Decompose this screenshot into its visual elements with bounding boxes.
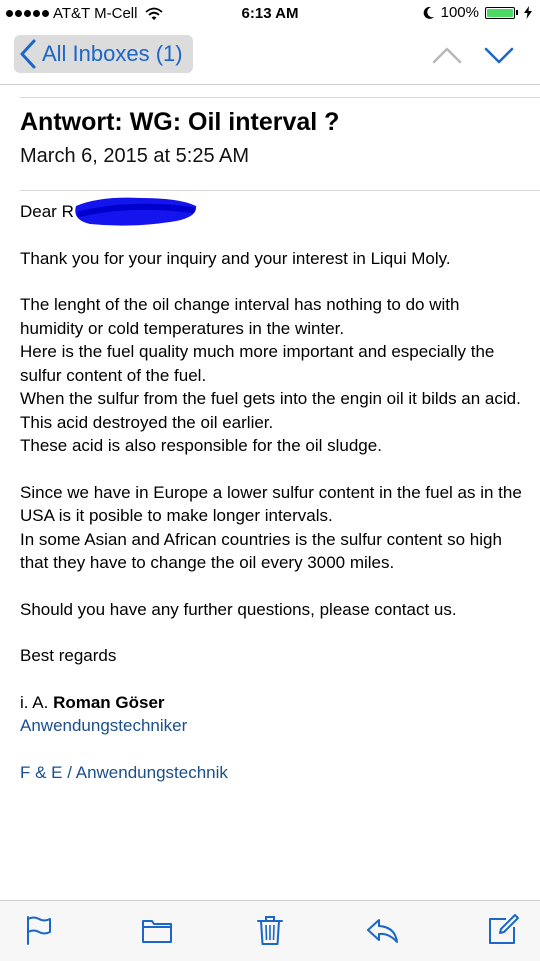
signature-line xyxy=(20,691,525,715)
moon-icon xyxy=(423,6,435,20)
signature-prefix: i. A. xyxy=(20,692,54,712)
compose-icon[interactable] xyxy=(486,913,520,947)
spacer xyxy=(20,738,525,761)
email-subject: Antwort: WG: Oil interval ? xyxy=(20,108,340,136)
email-body xyxy=(20,200,525,784)
email-date: March 6, 2015 at 5:25 AM xyxy=(20,145,250,167)
navigation-bar xyxy=(0,28,540,85)
paragraph-3-line-2: In some Asian and African countries is the sulfur content so high that they have to change the oil every 3000 miles. xyxy=(20,529,502,572)
signature-department: F & E / Anwendungstechnik xyxy=(20,762,228,782)
battery-tip xyxy=(516,10,518,15)
signature-title: Anwendungstechniker xyxy=(20,716,188,735)
previous-message-icon[interactable] xyxy=(430,40,464,70)
reply-icon[interactable] xyxy=(365,913,399,947)
paragraph-2-line-1: The lenght of the oil change interval has nothing to do with humidity or cold temperatures in the winter. xyxy=(20,295,460,338)
spacer xyxy=(20,270,525,293)
battery-level xyxy=(487,9,513,17)
paragraph-2-line-3: When the sulfur from the fuel gets into the engin oil it bilds an acid. xyxy=(20,389,521,408)
body-divider xyxy=(20,190,540,191)
flag-icon[interactable] xyxy=(22,913,56,947)
back-button-label: All Inboxes (1) xyxy=(42,41,183,66)
paragraph-2-line-2: Here is the fuel quality much more important and especially the sulfur content of the fuel. xyxy=(20,342,495,385)
status-right xyxy=(423,4,532,21)
carrier-label: AT&T M-Cell xyxy=(53,5,138,22)
spacer xyxy=(20,575,525,598)
closing: Best regards xyxy=(20,646,117,665)
battery-percent: 100% xyxy=(440,4,479,21)
folder-icon[interactable] xyxy=(140,913,174,947)
bottom-toolbar xyxy=(0,900,540,961)
signature-name: Roman Göser xyxy=(53,692,165,712)
status-bar xyxy=(0,0,540,28)
chevron-left-icon xyxy=(18,35,42,73)
header-divider xyxy=(20,97,540,98)
spacer xyxy=(20,458,525,481)
paragraph-4: Should you have any further questions, please contact us. xyxy=(20,599,457,619)
paragraph-2-line-4: This acid destroyed the oil earlier. xyxy=(20,412,274,432)
greeting-text: Dear R xyxy=(20,202,74,221)
battery-icon xyxy=(485,7,515,19)
trash-icon[interactable] xyxy=(253,913,287,947)
next-message-icon[interactable] xyxy=(482,40,516,70)
paragraph-1: Thank you for your inquiry and your interest in Liqui Moly. xyxy=(20,248,451,268)
paragraph-3-line-1: Since we have in Europe a lower sulfur content in the fuel as in the USA is it posible to make longer intervals. xyxy=(20,482,522,525)
clock: 6:13 AM xyxy=(241,5,299,22)
spacer xyxy=(20,668,525,691)
redaction-scribble xyxy=(70,192,200,230)
charging-icon xyxy=(524,6,532,19)
spacer xyxy=(20,621,525,644)
paragraph-2-line-5: These acid is also responsible for the oil sludge. xyxy=(20,436,382,455)
greeting xyxy=(20,200,525,224)
back-button[interactable] xyxy=(14,35,193,73)
